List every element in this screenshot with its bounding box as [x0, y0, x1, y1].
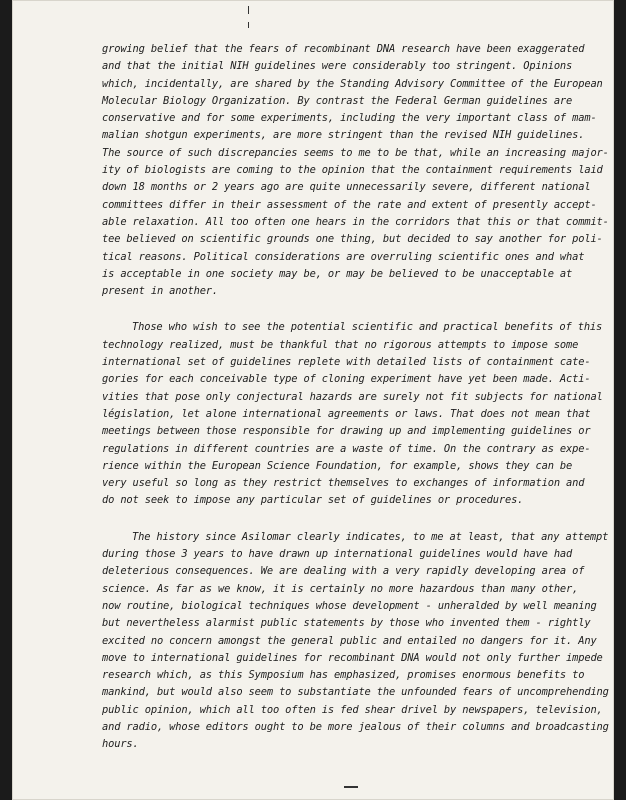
document-page: [12, 0, 614, 800]
text-line: move to international guidelines for recombinant DNA would not only further impede: [102, 651, 603, 664]
text-line: international set of guidelines replete with detailed lists of containment cate-: [102, 356, 591, 369]
text-line: down 18 months or 2 years ago are quite unnecessarily severe, different national: [102, 181, 591, 194]
text-line: rience within the European Science Foundation, for example, shows they can be: [102, 459, 573, 472]
text-line: The source of such discrepancies seems to me to be that, while an increasing major-: [102, 146, 609, 159]
text-line: conservative and for some experiments, including the very important class of mam-: [102, 112, 597, 125]
paragraph-spacer: [102, 510, 602, 529]
punch-mark: [248, 6, 249, 14]
text-line: législation, let alone international agreements or laws. That does not mean that: [102, 407, 591, 420]
text-line: excited no concern amongst the general public and entailed no dangers for it. Any: [102, 634, 597, 647]
text-line: during those 3 years to have drawn up international guidelines would have had: [102, 548, 573, 561]
text-line: Molecular Biology Organization. By contrast the Federal German guidelines are: [102, 94, 573, 107]
text-line: gories for each conceivable type of cloning experiment have yet been made. Acti-: [102, 373, 591, 386]
paragraph-2: [102, 319, 602, 509]
text-line: now routine, biological techniques whose development - unheralded by well meaning: [102, 599, 597, 612]
text-line: do not seek to impose any particular set of guidelines or procedures.: [102, 494, 524, 507]
text-line: and radio, whose editors ought to be more jealous of their columns and broadcasting: [102, 720, 609, 733]
text-line: growing belief that the fears of recombinant DNA research have been exaggerated: [102, 43, 585, 55]
text-line: is acceptable in one society may be, or may be believed to be unacceptable at: [102, 267, 573, 280]
text-line: public opinion, which all too often is fed shear drivel by newspapers, television,: [102, 703, 603, 716]
text-line: ity of biologists are coming to the opinion that the containment requirements laid: [102, 164, 603, 177]
text-line: mankind, but would also seem to substantiate the unfounded fears of uncomprehending: [102, 686, 609, 699]
text-line: research which, as this Symposium has emphasized, promises enormous benefits to: [102, 669, 585, 682]
text-line: able relaxation. All too often one hears in the corridors that this or that commit-: [102, 215, 609, 228]
paragraph-spacer: [102, 300, 602, 319]
text-line: The history since Asilomar clearly indicates, to me at least, that any attempt: [132, 530, 609, 543]
page-footer-mark: [344, 786, 358, 788]
text-line: Those who wish to see the potential scientific and practical benefits of this: [132, 321, 603, 334]
text-line: regulations in different countries are a waste of time. On the contrary as expe-: [102, 442, 591, 455]
text-line: science. As far as we know, it is certainly no more hazardous than many other,: [102, 582, 579, 595]
paragraph-3: [102, 529, 609, 754]
text-line: tical reasons. Political considerations are overruling scientific ones and what: [102, 250, 585, 263]
text-line: and that the initial NIH guidelines were considerably too stringent. Opinions: [102, 60, 573, 73]
text-line: vities that pose only conjectural hazards are surely not fit subjects for national: [102, 390, 603, 403]
text-line: but nevertheless alarmist public statements by those who invented them - rightly: [102, 617, 591, 630]
document-body: [102, 41, 609, 754]
text-line: which, incidentally, are shared by the Standing Advisory Committee of the European: [102, 77, 603, 90]
text-line: hours.: [102, 738, 139, 751]
paragraph-1: [102, 41, 609, 300]
text-line: malian shotgun experiments, are more stringent than the revised NIH guidelines.: [102, 129, 585, 142]
text-line: tee believed on scientific grounds one thing, but decided to say another for poli-: [102, 233, 603, 246]
punch-mark: [248, 22, 249, 28]
text-line: present in another.: [102, 285, 219, 298]
text-line: very useful so long as they restrict themselves to exchanges of information and: [102, 477, 585, 490]
text-line: technology realized, must be thankful that no rigorous attempts to impose some: [102, 338, 579, 351]
text-line: meetings between those responsible for drawing up and implementing guidelines or: [102, 425, 591, 438]
text-line: committees differ in their assessment of the rate and extent of presently accept-: [102, 198, 597, 211]
text-line: deleterious consequences. We are dealing with a very rapidly developing area of: [102, 565, 585, 578]
